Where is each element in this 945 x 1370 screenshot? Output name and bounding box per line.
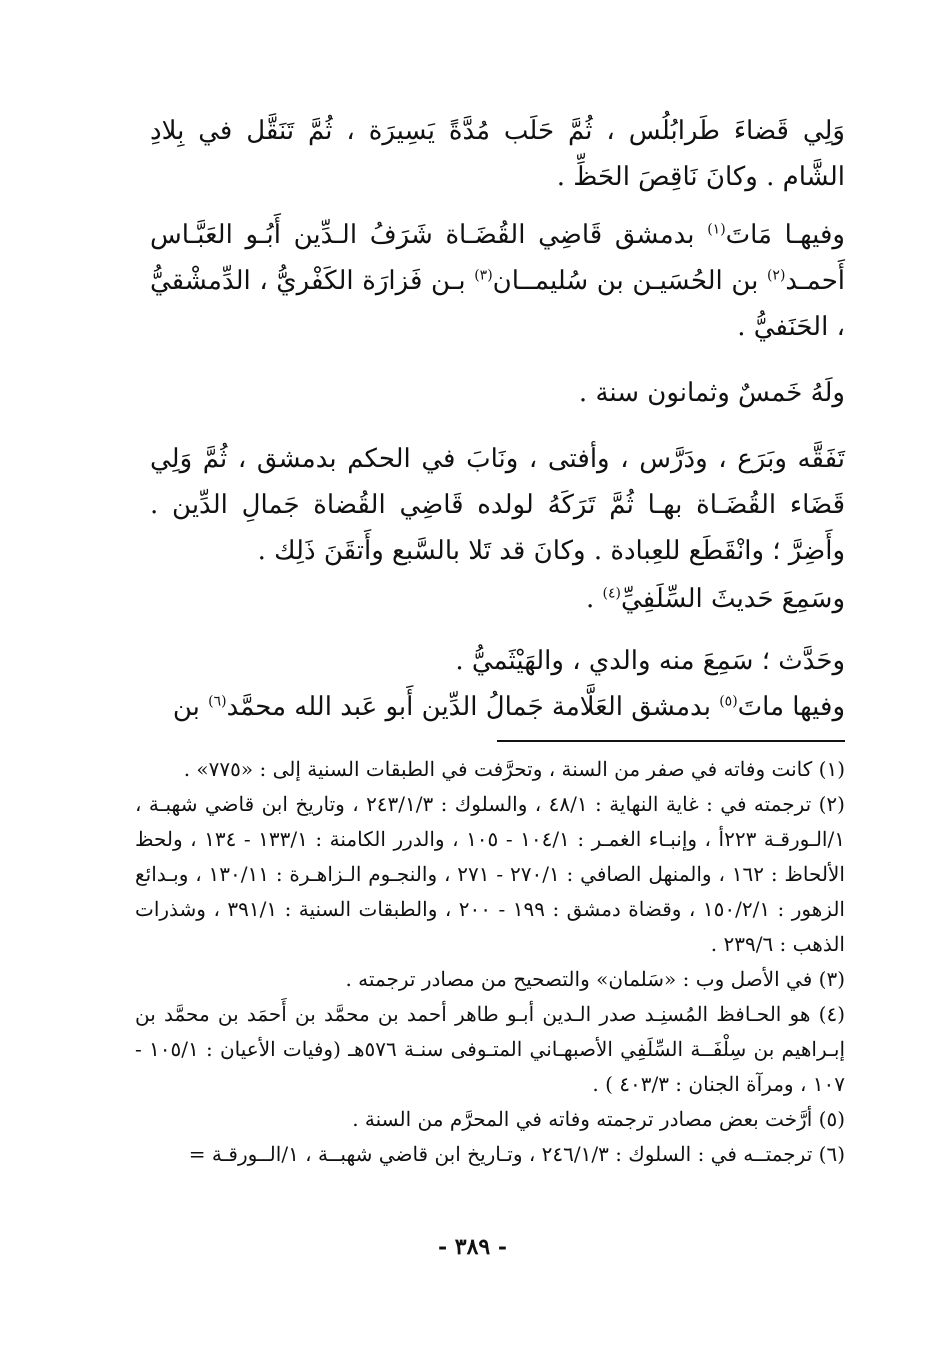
paragraph-2-text-d: بـن فَزارَة الكَفْريُّ ، الدِّمشْقيُّ ، الحَنَفيُّ . bbox=[150, 266, 845, 342]
paragraph-3: ولَهُ خَمسٌ وثمانون سنة . bbox=[578, 378, 845, 408]
footnote-3: (٣) في الأصل وب : «سَلمان» والتصحيح من مصادر ترجمته . bbox=[345, 967, 845, 991]
footnotes bbox=[135, 752, 845, 1172]
paragraph-2-text-b: بدمشق قَاضِي القُضَـاة شَرَفُ الـدِّين أَبُـو العَبَّـاس أَحمـد bbox=[150, 220, 845, 296]
paragraph-2-text-a: وفيهـا مَاتَ bbox=[725, 220, 845, 250]
paragraph-1: وَلِي قَضاءَ طَرابُلُس ، ثُمَّ حَلَب مُدَّةً يَسِيرَة ، ثُمَّ تَنَقَّل في بِلادِ الشَّام . وكانَ نَاقِصَ الحَظِّ . bbox=[150, 116, 845, 192]
paragraph-7-text-a: وفيها ماتَ bbox=[737, 692, 845, 722]
paragraph-5-text-b: . bbox=[586, 584, 603, 614]
page-number: - ٣٨٩ - bbox=[437, 1234, 508, 1260]
footnote-2: (٢) ترجمته في : غاية النهاية : ٤٨/١ ، والسلوك : ٢٤٣/١/٣ ، وتاريخ ابن قاضي شهبـة ، ١/الـورقـة ٢٢٣أ ، وإنبـاء الغمـر : ١٠٤/١ - ١٠٥ ، والدرر الكامنة : ١٣٣/١ - ١٣٤ ، ولحظ الألحاظ : ١٦٢ ، والمنهل الصافي : ٢٧٠/١ - ٢٧١ ، والنجـوم الـزاهـرة : ١٣٠/١١ ، وبـدائع الزهور : ١٥٠/٢/١ ، وقضاة دمشق : ١٩٩ - ٢٠٠ ، والطبقات السنية : ٣٩١/١ ، وشذرات الذهب : ٢٣٩/٦ . bbox=[135, 792, 845, 956]
footnote-6: (٦) ترجمتــه في : السلوك : ٢٤٦/١/٣ ، وتـاريخ ابن قاضي شهبــة ، ١/الــورقـة = bbox=[188, 1142, 845, 1166]
footnote-ref-6[interactable]: (٦) bbox=[208, 693, 227, 710]
footnote-ref-3[interactable]: (٣) bbox=[474, 267, 493, 284]
main-text bbox=[150, 108, 845, 730]
paragraph-7-text-b: بدمشق العَلَّامة جَمالُ الدِّين أَبو عَبد الله محمَّد bbox=[226, 692, 720, 722]
footnote-ref-4[interactable]: (٤) bbox=[602, 585, 621, 602]
paragraph-4: تَفَقَّه وبَرَع ، ودَرَّس ، وأفتى ، ونَابَ في الحكم بدمشق ، ثُمَّ وَلِي قَضَاء القُضَـاة بهـا ثُمَّ تَرَكَهُ لولده قَاضِي القُضاة جَمالِ الدِّين . وأَضِرَّ ؛ وانْقَطَع للعِبادة . وكانَ قد تَلا بالسَّبع وأَتقَنَ ذَلِك . bbox=[150, 444, 845, 566]
footnote-ref-1[interactable]: (١) bbox=[707, 221, 726, 238]
paragraph-2 bbox=[150, 212, 845, 350]
footnote-ref-5[interactable]: (٥) bbox=[719, 693, 738, 710]
footnote-divider bbox=[497, 740, 845, 742]
paragraph-6: وحَدَّث ؛ سَمِعَ منه والدي ، والهَيْثَميُّ . bbox=[455, 646, 845, 676]
footnote-5: (٥) أرَّخت بعض مصادر ترجمته وفاته في المحرَّم من السنة . bbox=[352, 1107, 845, 1131]
footnote-1: (١) كانت وفاته في صفر من السنة ، وتحرَّفت في الطبقات السنية إلى : «٧٧٥» . bbox=[183, 757, 845, 781]
paragraph-7-text-c: بن bbox=[172, 692, 209, 722]
paragraph-7 bbox=[150, 684, 845, 730]
paragraph-5-text-a: وسَمِعَ حَديثَ السِّلَفِيِّ bbox=[621, 584, 845, 614]
paragraph-5 bbox=[150, 576, 845, 622]
footnote-4: (٤) هو الحـافظ المُسنِـد صدر الـدين أبـو طاهر أحمد بن محمَّد بن أَحمَد بن محمَّد بن إبـراهيم بن سِلْفَــة السِّلَفِي الأصبهـاني المتـوفى سنـة ٥٧٦هـ (وفيات الأعيان : ١٠٥/١ - ١٠٧ ، ومرآة الجنان : ٤٠٣/٣ ) . bbox=[135, 1002, 846, 1096]
paragraph-2-text-c: بن الحُسَيـن بن سُليمــان bbox=[492, 266, 767, 296]
footnote-ref-2[interactable]: (٢) bbox=[766, 267, 786, 284]
